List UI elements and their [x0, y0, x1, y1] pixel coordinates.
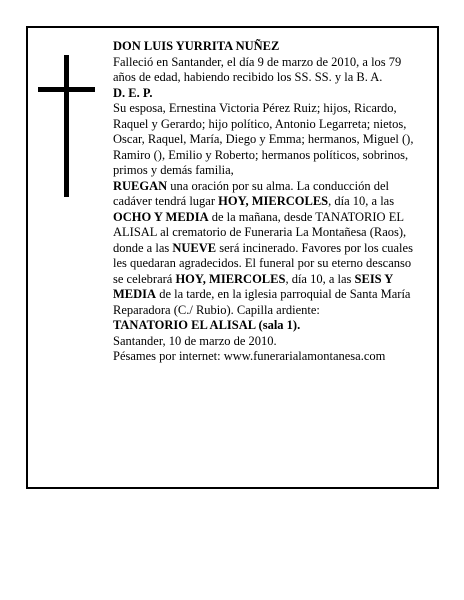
service-text-4: será incinerado. Favores por los cuales les quedaran agradecidos. El funeral por su eterno descanso se celebrará — [113, 240, 413, 286]
condolences-line: Pésames por internet: www.funerarialamontanesa.com — [113, 349, 386, 363]
deceased-name: DON LUIS YURRITA NUÑEZ — [113, 39, 280, 53]
ruegan-word: RUEGAN — [113, 178, 168, 193]
cross-vertical-bar — [64, 55, 69, 197]
death-info: Falleció en Santander, el día 9 de marzo de 2010, a los 79 años de edad, habiendo recibido los SS. SS. y la B. A. — [113, 54, 402, 84]
funeral-day: HOY, MIERCOLES — [175, 271, 286, 286]
cross-horizontal-bar — [38, 87, 95, 92]
service-details — [113, 179, 418, 319]
service-text-2: , día 10, a las — [328, 194, 395, 208]
family-list: Su esposa, Ernestina Victoria Pérez Ruiz; hijos, Ricardo, Raquel y Gerardo; hijo político, Antonio Legarreta; nietos, Oscar, Raquel, María, Diego y Emma; hermanos, Miguel (), Ramiro (), Emilio y Roberto; hermanos políticos, sobrinos, primos y demás familia, — [113, 101, 414, 177]
funeral-time: SEIS Y MEDIA — [113, 271, 393, 301]
conduction-time: OCHO Y MEDIA — [113, 209, 209, 224]
dep-line: D. E. P. — [113, 85, 153, 100]
date-line: Santander, 10 de marzo de 2010. — [113, 333, 277, 348]
service-text-5: , día 10, a las — [285, 271, 355, 286]
service-text-3: de la mañana, desde TANATORIO EL ALISAL al crematorio de Funeraria La Montañesa (Raos), donde a las — [113, 209, 407, 255]
chapel-location: TANATORIO EL ALISAL (sala 1). — [113, 318, 301, 332]
incineration-time: NUEVE — [172, 240, 217, 255]
service-text-6: de la tarde, en la iglesia parroquial de Santa María Reparadora (C./ Rubio). Capilla ardiente: — [113, 287, 411, 317]
notice-text — [113, 39, 418, 365]
service-text-1: una oración por su alma. La conducción del cadáver tendrá lugar — [113, 178, 389, 208]
cross-icon — [38, 55, 95, 197]
conduction-day: HOY, MIERCOLES — [218, 194, 329, 208]
